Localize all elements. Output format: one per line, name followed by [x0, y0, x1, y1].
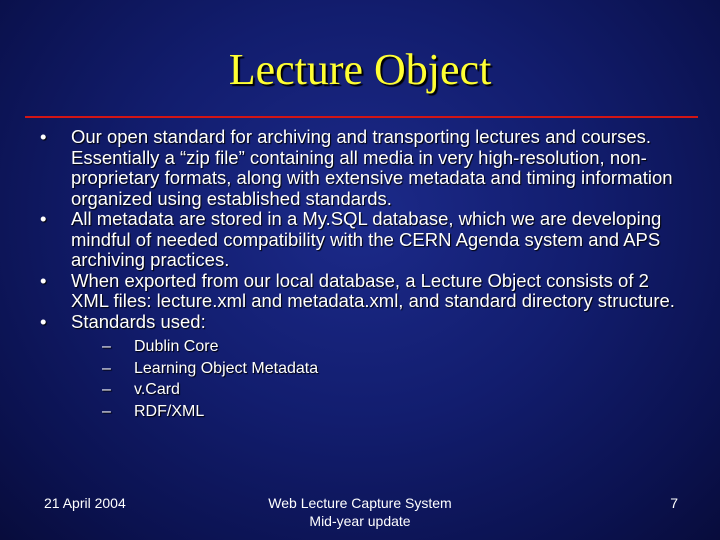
slide-title: Lecture Object: [228, 45, 492, 94]
slide-body: [40, 127, 690, 422]
bullet-list: [40, 127, 690, 422]
footer-date: 21 April 2004: [44, 495, 126, 511]
bullet-text: Our open standard for archiving and transporting lectures and courses. Essentially a “zip file” containing all media in very high-resolution, non-proprietary formats, along with extensive metadata and timing information organized using established standards.: [71, 126, 673, 209]
sub-bullet-item: [102, 336, 690, 358]
bullet-text: When exported from our local database, a Lecture Object consists of 2 XML files: lecture.xml and metadata.xml, and standard directory structure.: [71, 269, 675, 311]
title-divider: [25, 116, 698, 118]
bullet-text: Standards used:: [71, 310, 206, 332]
sub-bullet-text: v.Card: [134, 381, 180, 398]
sub-bullet-item: [102, 358, 690, 380]
sub-bullet-item: [102, 379, 690, 401]
bullet-item: [40, 209, 690, 271]
bullet-icon: •: [40, 208, 47, 229]
footer-title-line1: Web Lecture Capture System: [268, 495, 452, 511]
footer-title: [210, 494, 510, 530]
bullet-icon: •: [40, 269, 47, 291]
dash-icon: –: [102, 338, 111, 355]
bullet-item: [40, 312, 690, 423]
bullet-item: [40, 127, 690, 209]
sub-bullet-list: [71, 336, 690, 422]
dash-icon: –: [102, 402, 111, 420]
bullet-item: [40, 271, 690, 312]
sub-bullet-text: Learning Object Metadata: [134, 359, 319, 377]
bullet-icon: •: [40, 126, 47, 147]
sub-bullet-item: [102, 401, 690, 423]
bullet-text: All metadata are stored in a My.SQL database, which we are developing mindful of needed compatibility with the CERN Agenda system and APS archiving practices.: [71, 208, 662, 270]
sub-bullet-text: RDF/XML: [134, 402, 205, 420]
dash-icon: –: [102, 381, 111, 398]
sub-bullet-text: Dublin Core: [134, 338, 219, 355]
footer-title-line2: Mid-year update: [309, 513, 411, 529]
page-number: 7: [670, 495, 678, 511]
bullet-icon: •: [40, 310, 47, 332]
dash-icon: –: [102, 359, 111, 377]
